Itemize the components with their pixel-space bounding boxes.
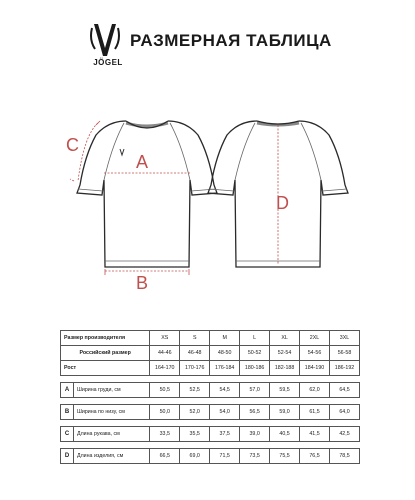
size-cell: 2XL [300, 331, 330, 346]
measure-cell: 64,0 [330, 405, 360, 420]
height-cell: 184-190 [300, 361, 330, 376]
height-cell: 164-170 [150, 361, 180, 376]
measure-label: Длина изделия, см [74, 449, 150, 464]
jogel-logo-icon [88, 22, 122, 62]
tshirt-drawing [0, 95, 415, 305]
size-cell: XS [150, 331, 180, 346]
measure-cell: 52,5 [180, 383, 210, 398]
measure-cell: 54,5 [210, 383, 240, 398]
size-cell: M [210, 331, 240, 346]
dimension-label-c: C [66, 135, 79, 155]
height-cell: 186-192 [330, 361, 360, 376]
measure-cell: 56,5 [240, 405, 270, 420]
measure-cell: 76,5 [300, 449, 330, 464]
measure-key: D [61, 449, 74, 464]
measure-cell: 50,0 [150, 405, 180, 420]
table-row [61, 427, 360, 442]
row-spacer [61, 442, 360, 449]
height-cell: 170-176 [180, 361, 210, 376]
height-cell: 182-188 [270, 361, 300, 376]
measure-cell: 52,0 [180, 405, 210, 420]
row-spacer [61, 398, 360, 405]
size-cell: XL [270, 331, 300, 346]
measure-cell: 73,5 [240, 449, 270, 464]
measure-cell: 69,0 [180, 449, 210, 464]
size-cell: S [180, 331, 210, 346]
measure-key: A [61, 383, 74, 398]
dimension-label-a: A [136, 152, 149, 172]
measure-cell: 59,5 [270, 383, 300, 398]
measure-cell: 66,5 [150, 449, 180, 464]
height-label: Рост [61, 361, 150, 376]
measure-key: C [61, 427, 74, 442]
measure-cell: 62,0 [300, 383, 330, 398]
measure-cell: 54,0 [210, 405, 240, 420]
ru-size-cell: 50-52 [240, 346, 270, 361]
measure-cell: 40,5 [270, 427, 300, 442]
table-row [61, 449, 360, 464]
measure-key: B [61, 405, 74, 420]
table-row [61, 346, 360, 361]
header [0, 0, 415, 80]
row-spacer [61, 420, 360, 427]
measure-cell: 64,5 [330, 383, 360, 398]
ru-size-cell: 46-48 [180, 346, 210, 361]
size-table [60, 330, 360, 464]
measure-cell: 35,5 [180, 427, 210, 442]
ru-size-cell: 52-54 [270, 346, 300, 361]
measure-cell: 42,5 [330, 427, 360, 442]
measure-cell: 33,5 [150, 427, 180, 442]
measure-label: Длина рукава, см [74, 427, 150, 442]
ru-size-cell: 56-58 [330, 346, 360, 361]
measure-cell: 41,5 [300, 427, 330, 442]
measure-cell: 50,5 [150, 383, 180, 398]
tshirt-diagrams [0, 95, 415, 305]
table-row [61, 383, 360, 398]
measure-cell: 39,0 [240, 427, 270, 442]
page-title: РАЗМЕРНАЯ ТАБЛИЦА [130, 31, 332, 50]
ru-size-label: Российский размер [61, 346, 150, 361]
row-spacer [61, 376, 360, 383]
measure-label: Ширина груди, см [74, 383, 150, 398]
measure-cell: 37,5 [210, 427, 240, 442]
height-cell: 180-186 [240, 361, 270, 376]
measure-label: Ширина по низу, см [74, 405, 150, 420]
table-row [61, 361, 360, 376]
measure-cell: 61,5 [300, 405, 330, 420]
size-cell: 3XL [330, 331, 360, 346]
measure-cell: 75,5 [270, 449, 300, 464]
ru-size-cell: 44-46 [150, 346, 180, 361]
ru-size-cell: 48-50 [210, 346, 240, 361]
front-tshirt-icon [77, 121, 217, 267]
height-cell: 176-184 [210, 361, 240, 376]
measure-cell: 78,5 [330, 449, 360, 464]
dimension-label-d: D [276, 193, 289, 213]
measure-cell: 57,0 [240, 383, 270, 398]
dimension-lines [70, 123, 190, 271]
table-row [61, 405, 360, 420]
ru-size-cell: 54-56 [300, 346, 330, 361]
measure-cell: 59,0 [270, 405, 300, 420]
size-cell: L [240, 331, 270, 346]
table-head-label: Размер производителя [61, 331, 150, 346]
brand-name: JÖGEL [93, 58, 123, 67]
dimension-label-b: B [136, 273, 149, 293]
measure-cell: 71,5 [210, 449, 240, 464]
table-row [61, 331, 360, 346]
